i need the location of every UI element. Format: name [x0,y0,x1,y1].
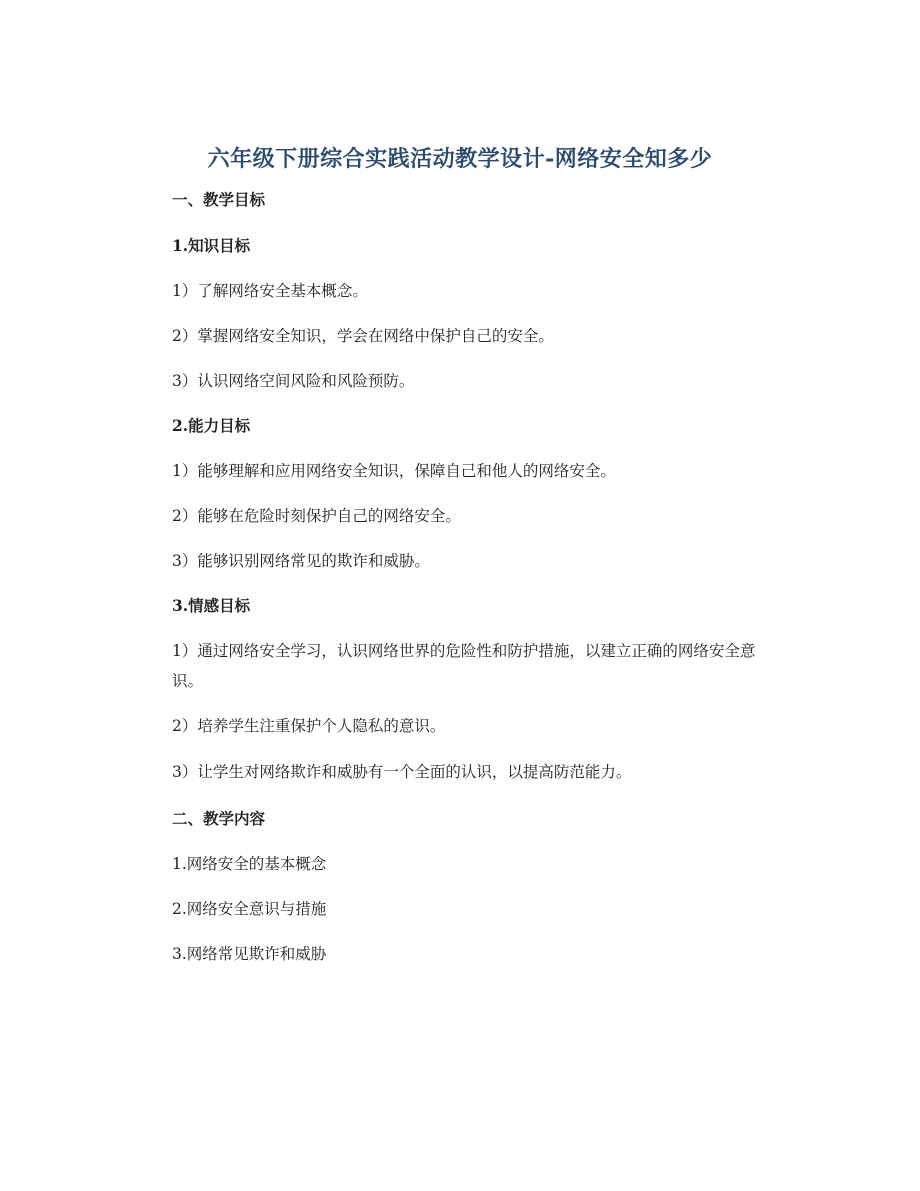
knowledge-goal-item: 1）了解网络安全基本概念。 [172,282,368,300]
subheading-emotion-goals: 3.情感目标 [172,596,251,615]
knowledge-goal-item: 2）掌握网络安全知识，学会在网络中保护自己的安全。 [172,327,554,345]
section-heading-objectives: 一、教学目标 [172,190,266,209]
ability-goal-item: 1）能够理解和应用网络安全知识，保障自己和他人的网络安全。 [172,462,616,480]
section-heading-content: 二、教学内容 [172,809,266,828]
emotion-goal-item: 2）培养学生注重保护个人隐私的意识。 [172,717,446,735]
content-item: 2.网络安全意识与措施 [172,900,327,918]
ability-goal-item: 3）能够识别网络常见的欺诈和威胁。 [172,552,430,570]
ability-goal-item: 2）能够在危险时刻保护自己的网络安全。 [172,507,461,525]
subheading-knowledge-goals: 1.知识目标 [172,236,251,255]
emotion-goal-item: 3）让学生对网络欺诈和威胁有一个全面的认识，以提高防范能力。 [172,763,632,781]
knowledge-goal-item: 3）认识网络空间风险和风险预防。 [172,372,415,390]
subheading-ability-goals: 2.能力目标 [172,416,251,435]
emotion-goal-item: 1）通过网络安全学习，认识网络世界的危险性和防护措施，以建立正确的网络安全意识。 [172,642,756,690]
content-item: 1.网络安全的基本概念 [172,855,327,873]
content-item: 3.网络常见欺诈和威胁 [172,945,327,963]
document-title: 六年级下册综合实践活动教学设计-网络安全知多少 [207,146,713,172]
